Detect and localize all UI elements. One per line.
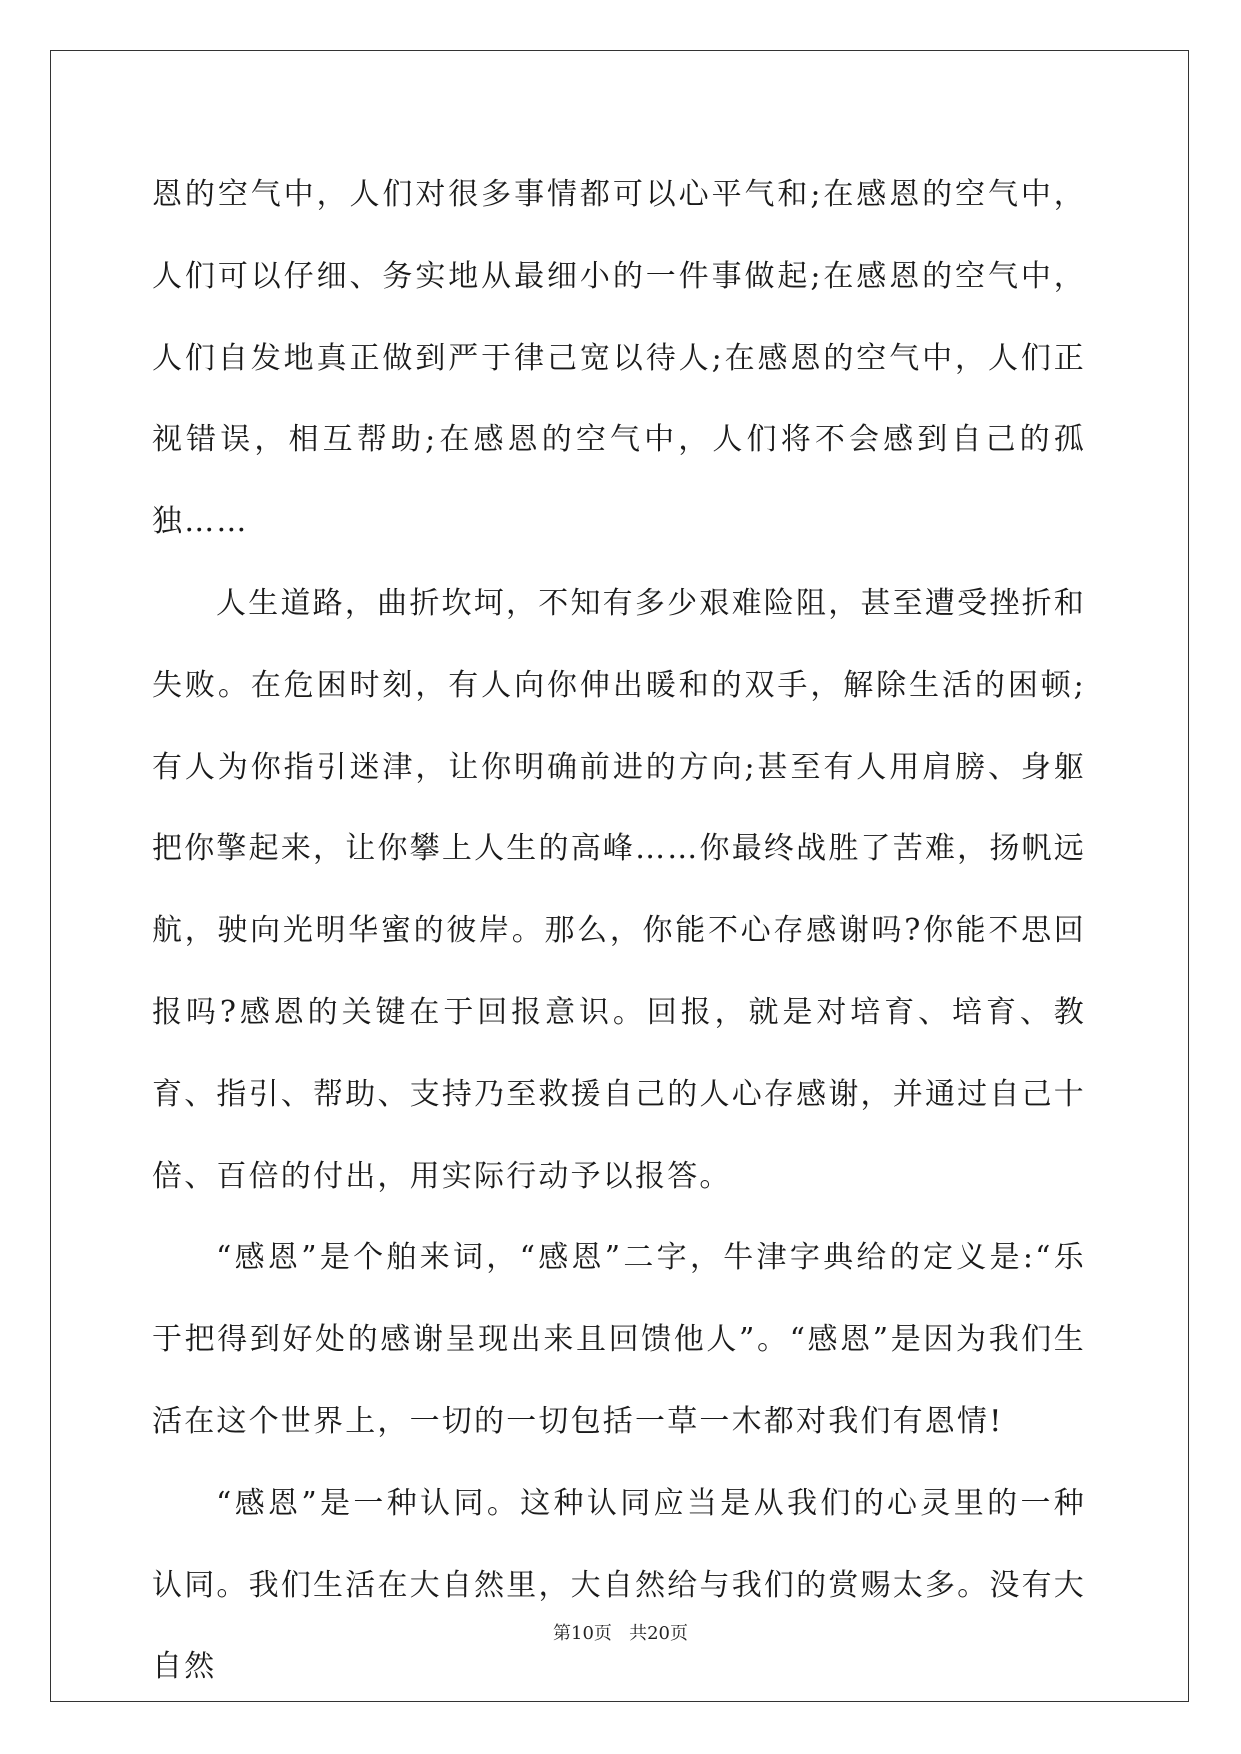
page-number-footer: 第10页 共20页: [553, 1623, 688, 1644]
paragraph-3: “感恩”是个舶来词，“感恩”二字，牛津字典给的定义是:“乐于把得到好处的感谢呈现出来且回馈他人”。“感恩”是因为我们生活在这个世界上，一切的一切包括一草一木都对我们有恩情!: [152, 1240, 1086, 1439]
paragraph-1: 恩的空气中，人们对很多事情都可以心平气和;在感恩的空气中，人们可以仔细、务实地从最细小的一件事做起;在感恩的空气中，人们自发地真正做到严于律己宽以待人;在感恩的空气中，人们正视错误，相互帮助;在感恩的空气中，人们将不会感到自己的孤独……: [152, 177, 1086, 540]
paragraph-4: “感恩”是一种认同。这种认同应当是从我们的心灵里的一种认同。我们生活在大自然里，大自然给与我们的赏赐太多。没有大自然: [152, 1485, 1086, 1685]
document-body: [152, 154, 1086, 1708]
paragraph-2: 人生道路，曲折坎坷，不知有多少艰难险阻，甚至遭受挫折和失败。在危困时刻，有人向你伸出暖和的双手，解除生活的困顿;有人为你指引迷津，让你明确前进的方向;甚至有人用肩膀、身躯把你擎起来，让你攀上人生的高峰……你最终战胜了苦难，扬帆远航，驶向光明华蜜的彼岸。那么，你能不心存感谢吗?你能不思回报吗?感恩的关键在于回报意识。回报，就是对培育、培育、教育、指引、帮助、支持乃至救援自己的人心存感谢，并通过自己十倍、百倍的付出，用实际行动予以报答。: [152, 585, 1086, 1194]
